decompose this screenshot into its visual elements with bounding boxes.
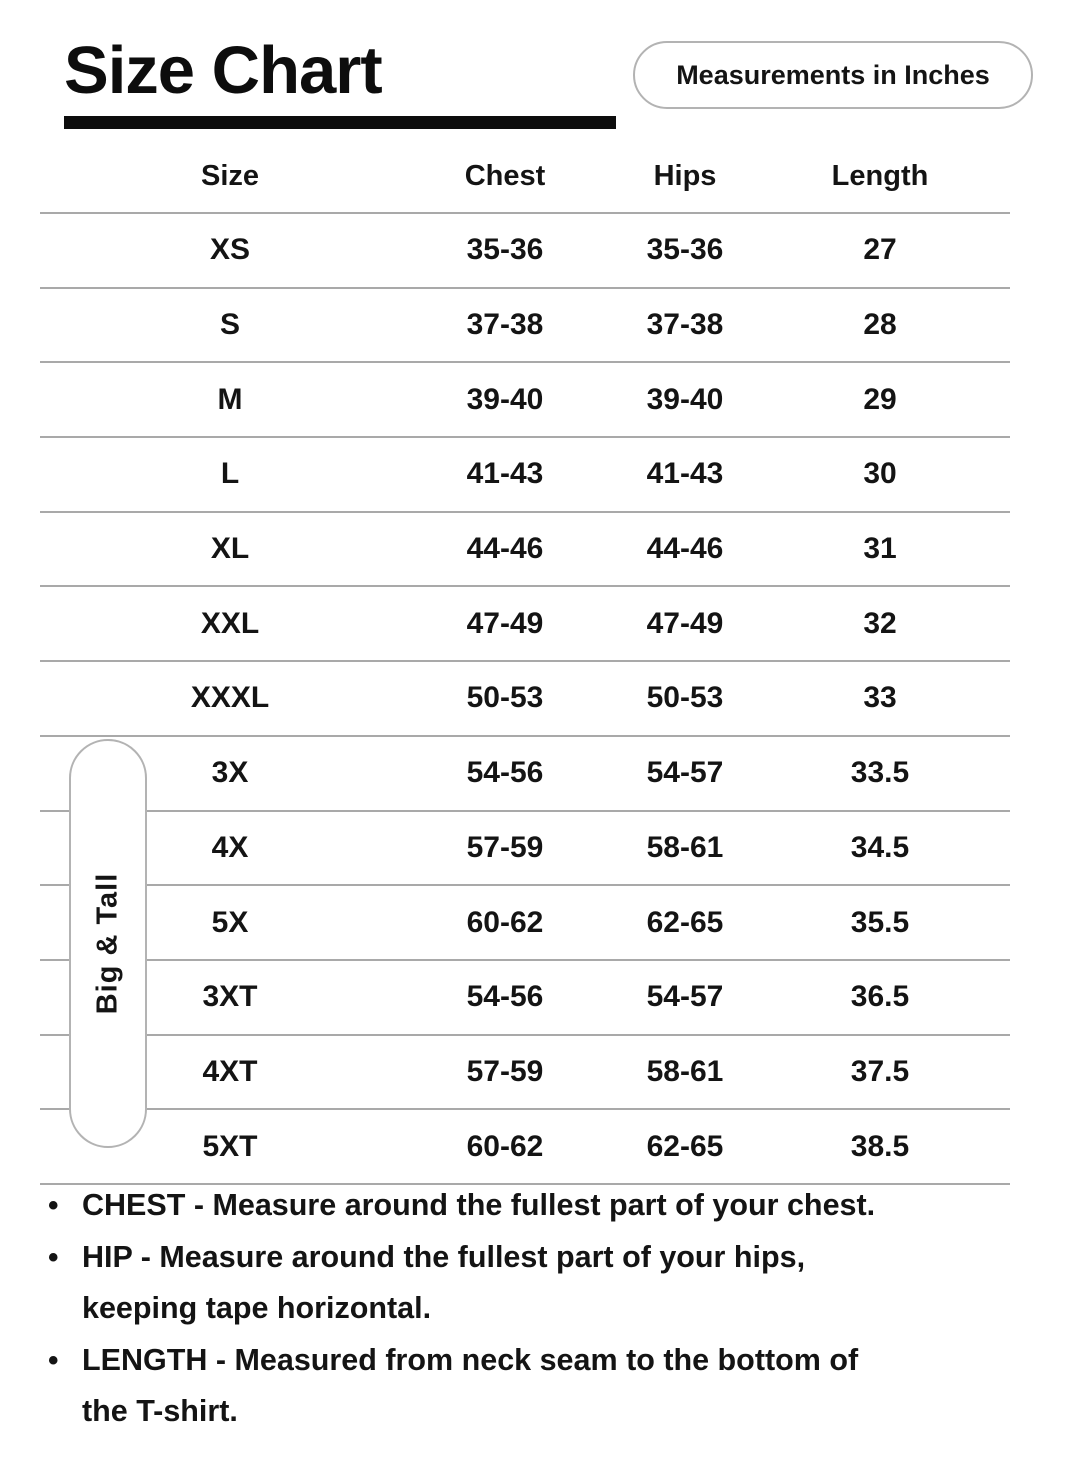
- bullet-icon: •: [48, 1344, 59, 1377]
- length-cell: 32: [863, 606, 897, 640]
- column-header-size: Size: [200, 159, 260, 192]
- size-cell: XXXL: [190, 681, 270, 715]
- length-cell: 29: [863, 382, 897, 416]
- hips-cell: 44-46: [646, 532, 724, 566]
- table-row-xxxl: [40, 662, 1010, 737]
- table-row-l: [40, 438, 1010, 513]
- note-hip: [48, 1232, 1028, 1334]
- note-line: HIP - Measure around the fullest part of your hips,: [82, 1240, 806, 1274]
- size-chart-table: [40, 140, 1010, 1185]
- note-line: the T-shirt.: [82, 1394, 238, 1428]
- chest-cell: 50-53: [466, 681, 544, 715]
- size-cell: 4X: [211, 830, 249, 864]
- header: [64, 34, 616, 129]
- column-header-hips: Hips: [653, 159, 717, 192]
- table-body: [40, 214, 1010, 1185]
- bullet-icon: •: [48, 1189, 59, 1222]
- note-chest: [48, 1180, 1028, 1231]
- table-row-xl: [40, 513, 1010, 588]
- length-cell: 33.5: [850, 756, 910, 790]
- chest-cell: 47-49: [466, 606, 544, 640]
- table-row-m: [40, 363, 1010, 438]
- chest-cell: 35-36: [466, 233, 544, 267]
- size-cell: M: [217, 382, 243, 416]
- hips-cell: 50-53: [646, 681, 724, 715]
- title-underline-bar: [64, 116, 616, 129]
- page-title: Size Chart: [64, 33, 382, 108]
- hips-cell: 37-38: [646, 308, 724, 342]
- length-cell: 28: [863, 308, 897, 342]
- hips-cell: 58-61: [646, 830, 724, 864]
- table-row-xxl: [40, 587, 1010, 662]
- table-row-3xt: [40, 961, 1010, 1036]
- note-line: CHEST - Measure around the fullest part of your chest.: [82, 1188, 876, 1222]
- length-cell: 37.5: [850, 1054, 910, 1088]
- chest-cell: 37-38: [466, 308, 544, 342]
- measurement-notes: [48, 1180, 1028, 1438]
- chest-cell: 57-59: [466, 830, 544, 864]
- size-cell: 5XT: [202, 1129, 258, 1163]
- chest-cell: 41-43: [466, 457, 544, 491]
- length-cell: 27: [863, 233, 897, 267]
- size-cell: XL: [210, 532, 250, 566]
- big-and-tall-label: Big & Tall: [91, 872, 124, 1015]
- length-cell: 31: [863, 532, 897, 566]
- hips-cell: 62-65: [646, 1129, 724, 1163]
- chest-cell: 39-40: [466, 382, 544, 416]
- size-cell: 4XT: [202, 1054, 258, 1088]
- table-row-4x: [40, 812, 1010, 887]
- length-cell: 35.5: [850, 905, 910, 939]
- note-line: LENGTH - Measured from neck seam to the bottom of: [82, 1343, 859, 1377]
- length-cell: 33: [863, 681, 897, 715]
- size-cell: L: [220, 457, 240, 491]
- big-and-tall-group-capsule: [69, 739, 147, 1148]
- length-cell: 38.5: [850, 1129, 910, 1163]
- hips-cell: 47-49: [646, 606, 724, 640]
- hips-cell: 54-57: [646, 980, 724, 1014]
- chest-cell: 60-62: [466, 1129, 544, 1163]
- table-row-s: [40, 289, 1010, 364]
- note-length: [48, 1335, 1028, 1437]
- measurements-unit-badge: [633, 41, 1033, 109]
- size-cell: 3XT: [202, 980, 258, 1014]
- chest-cell: 44-46: [466, 532, 544, 566]
- chest-cell: 54-56: [466, 980, 544, 1014]
- chest-cell: 57-59: [466, 1054, 544, 1088]
- size-cell: S: [219, 308, 240, 342]
- chest-cell: 54-56: [466, 756, 544, 790]
- table-row-4xt: [40, 1036, 1010, 1111]
- hips-cell: 54-57: [646, 756, 724, 790]
- table-row-3x: [40, 737, 1010, 812]
- table-row-5x: [40, 886, 1010, 961]
- column-header-length: Length: [831, 159, 929, 192]
- size-cell: XXL: [200, 606, 260, 640]
- length-cell: 34.5: [850, 830, 910, 864]
- hips-cell: 62-65: [646, 905, 724, 939]
- size-cell: 5X: [211, 905, 249, 939]
- note-line: keeping tape horizontal.: [82, 1291, 432, 1325]
- column-header-chest: Chest: [464, 159, 546, 192]
- size-cell: 3X: [211, 756, 249, 790]
- hips-cell: 35-36: [646, 233, 724, 267]
- bullet-icon: •: [48, 1241, 59, 1274]
- size-cell: XS: [209, 233, 251, 267]
- length-cell: 36.5: [850, 980, 910, 1014]
- hips-cell: 58-61: [646, 1054, 724, 1088]
- table-row-xs: [40, 214, 1010, 289]
- length-cell: 30: [863, 457, 897, 491]
- table-header-row: [40, 140, 1010, 214]
- hips-cell: 41-43: [646, 457, 724, 491]
- table-row-5xt: [40, 1110, 1010, 1185]
- chest-cell: 60-62: [466, 905, 544, 939]
- hips-cell: 39-40: [646, 382, 724, 416]
- measurements-unit-badge-label: Measurements in Inches: [676, 59, 990, 90]
